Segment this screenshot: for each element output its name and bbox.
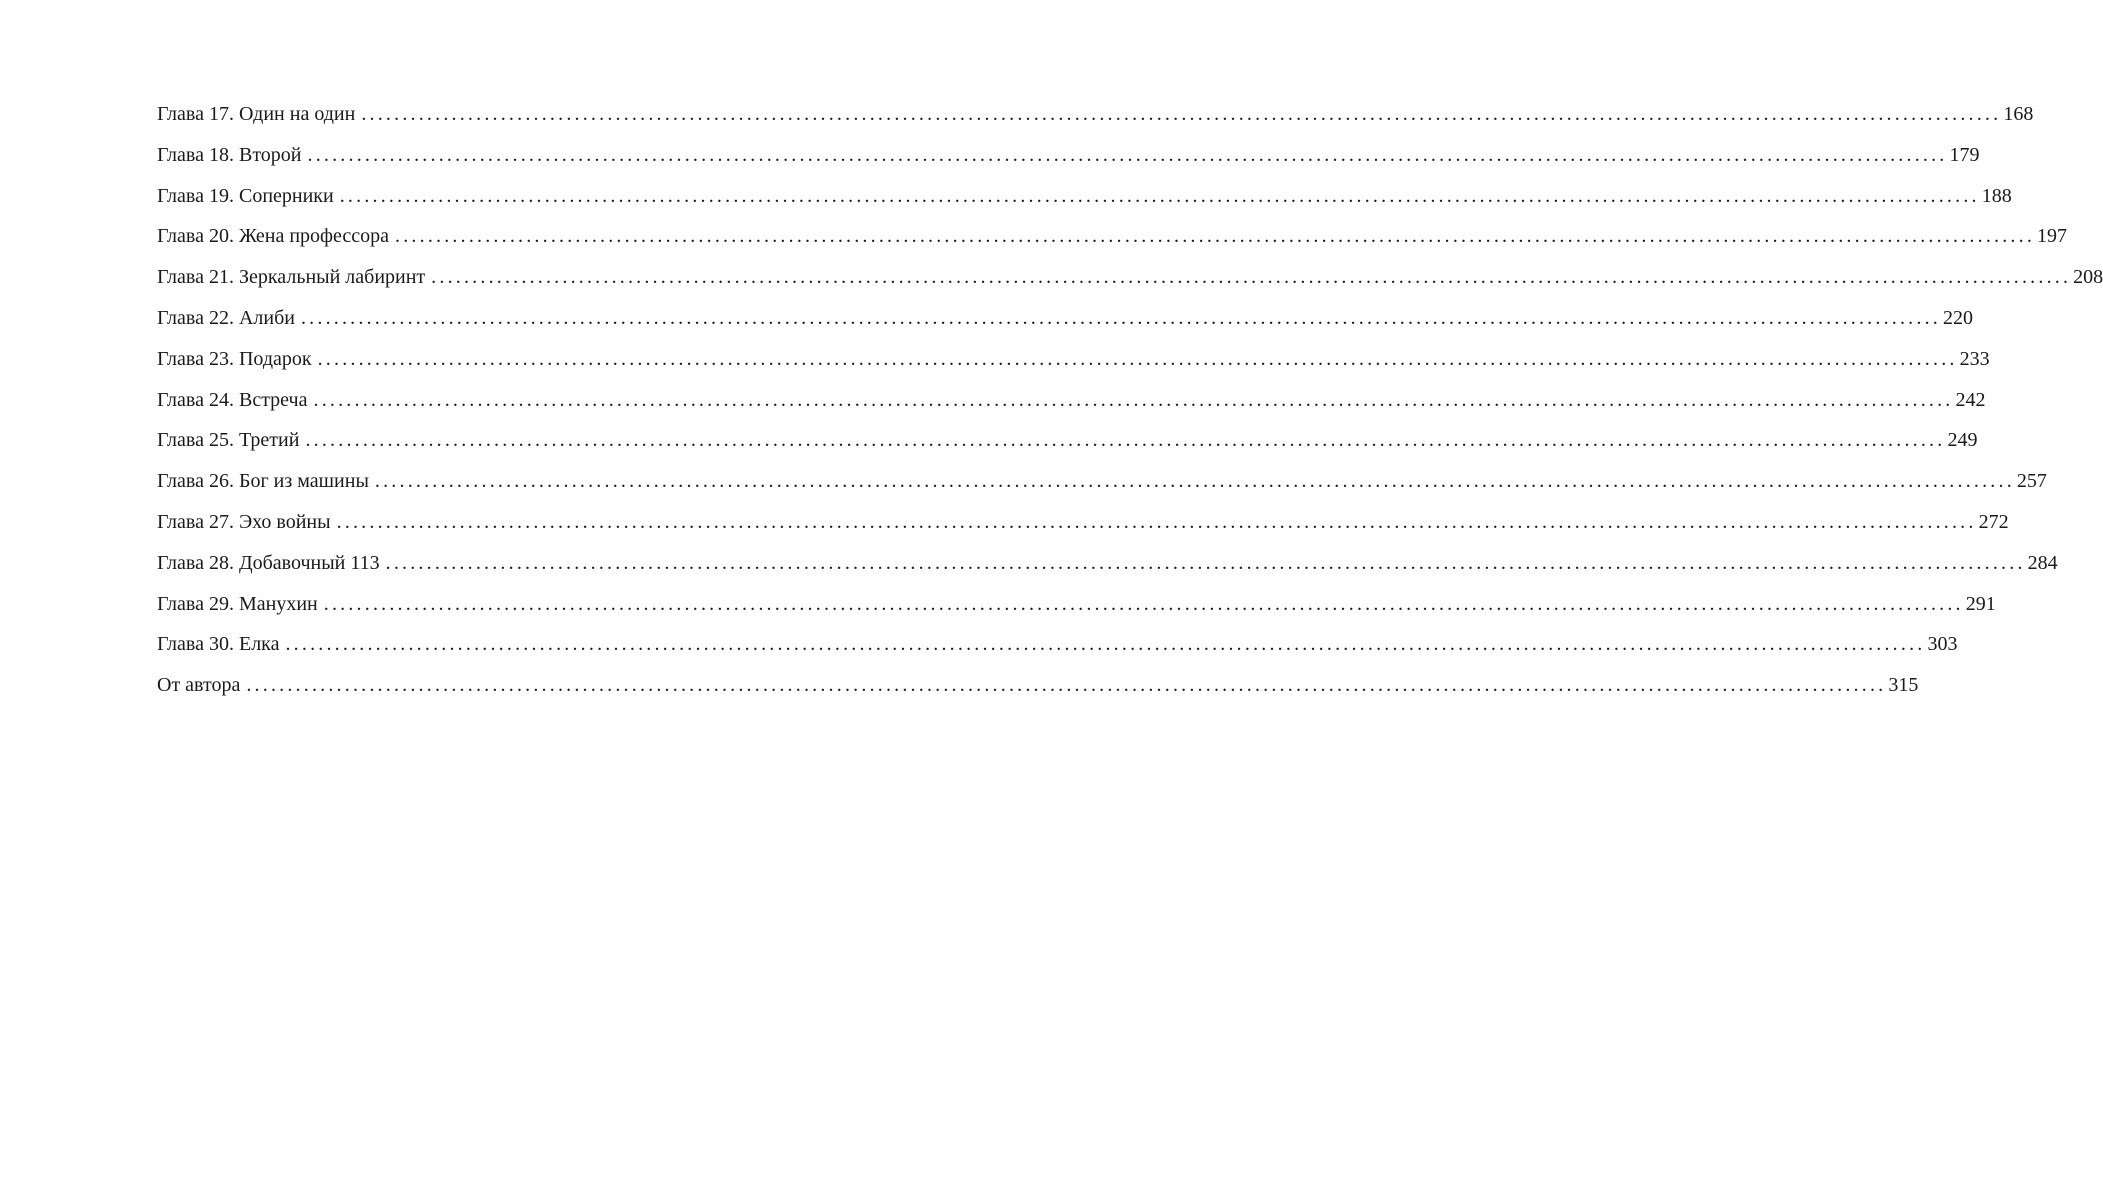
toc-entry-2	[157, 143, 1980, 185]
toc-entry-12	[157, 551, 2058, 593]
toc-entry-page: 208	[2073, 266, 2103, 289]
toc-dot-leader: ........................................................................................................................................................................................................	[246, 674, 1887, 697]
toc-dot-leader: ........................................................................................................................................................................................................	[431, 266, 2072, 289]
toc-entry-title: Глава 20. Жена профессора	[157, 225, 390, 248]
toc-entry-7	[157, 347, 1990, 389]
toc-dot-leader: ........................................................................................................................................................................................................	[313, 388, 1954, 411]
table-of-contents	[157, 103, 2103, 715]
toc-entry-page: 257	[2016, 470, 2047, 493]
toc-entry-page: 249	[1947, 429, 1978, 452]
toc-entry-9	[157, 429, 1978, 470]
toc-dot-leader: ........................................................................................................................................................................................................	[385, 551, 2026, 574]
toc-dot-leader: ........................................................................................................................................................................................................	[374, 470, 2015, 493]
toc-dot-leader: ........................................................................................................................................................................................................	[300, 306, 1941, 329]
toc-dot-leader: ........................................................................................................................................................................................................	[395, 225, 2036, 248]
toc-entry-page: 291	[1965, 592, 1996, 615]
toc-dot-leader: ........................................................................................................................................................................................................	[323, 592, 1964, 615]
toc-entry-6	[157, 306, 1973, 348]
toc-entry-5	[157, 266, 2103, 307]
toc-entry-title: Глава 26. Бог из машины	[157, 470, 369, 493]
toc-entry-11	[157, 510, 2009, 552]
toc-entry-title: Глава 18. Второй	[157, 143, 302, 166]
toc-entry-14	[157, 633, 1958, 674]
toc-entry-page: 233	[1959, 347, 1990, 370]
toc-entry-page: 197	[2037, 225, 2068, 248]
toc-entry-page: 303	[1927, 633, 1958, 656]
toc-entry-title: Глава 23. Подарок	[157, 347, 312, 370]
toc-entry-page: 284	[2027, 551, 2058, 574]
toc-dot-leader: ........................................................................................................................................................................................................	[336, 510, 1977, 533]
toc-dot-leader: ........................................................................................................................................................................................................	[317, 347, 1958, 370]
toc-entry-10	[157, 470, 2047, 511]
toc-entry-8	[157, 388, 1986, 430]
toc-entry-title: Глава 24. Встреча	[157, 388, 308, 411]
toc-entry-page: 188	[1981, 184, 2012, 207]
toc-entry-15	[157, 674, 1919, 715]
toc-entry-1	[157, 103, 2034, 144]
toc-entry-13	[157, 592, 1996, 634]
toc-dot-leader: ........................................................................................................................................................................................................	[361, 103, 2002, 125]
toc-entry-page: 242	[1955, 388, 1986, 411]
toc-entry-page: 179	[1949, 143, 1980, 166]
toc-entry-4	[157, 225, 2068, 266]
toc-entry-3	[157, 184, 2012, 226]
toc-entry-page: 168	[2003, 103, 2034, 125]
toc-entry-title: Глава 30. Елка	[157, 633, 280, 656]
toc-entry-page: 272	[1978, 510, 2009, 533]
toc-dot-leader: ........................................................................................................................................................................................................	[305, 429, 1946, 452]
toc-entry-title: Глава 28. Добавочный 113	[157, 551, 380, 574]
toc-entry-title: Глава 29. Манухин	[157, 592, 318, 615]
toc-dot-leader: ........................................................................................................................................................................................................	[339, 184, 1980, 207]
toc-entry-title: Глава 27. Эхо войны	[157, 510, 331, 533]
toc-entry-page: 220	[1942, 306, 1973, 329]
toc-entry-title: Глава 17. Один на один	[157, 103, 356, 125]
toc-entry-title: Глава 22. Алиби	[157, 306, 295, 329]
toc-entry-title: От автора	[157, 674, 241, 697]
toc-entry-title: Глава 21. Зеркальный лабиринт	[157, 266, 426, 289]
toc-dot-leader: ........................................................................................................................................................................................................	[307, 143, 1948, 166]
toc-entry-title: Глава 25. Третий	[157, 429, 300, 452]
toc-dot-leader: ........................................................................................................................................................................................................	[285, 633, 1926, 656]
toc-entry-page: 315	[1888, 674, 1919, 697]
toc-entry-title: Глава 19. Соперники	[157, 184, 334, 207]
